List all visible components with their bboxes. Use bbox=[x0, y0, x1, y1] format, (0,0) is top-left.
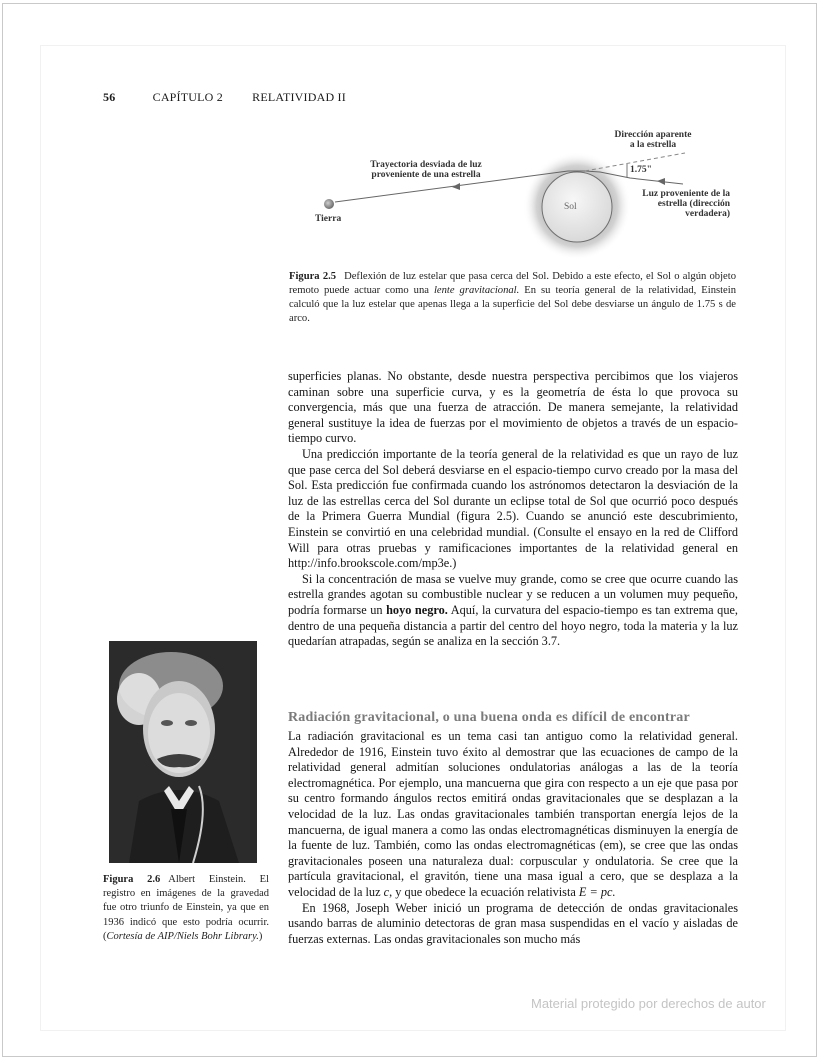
running-head bbox=[103, 90, 346, 105]
label-apparent-direction: Dirección aparente a la estrella bbox=[614, 130, 692, 150]
figure-label: Figura 2.6 bbox=[103, 874, 161, 885]
chapter-title: RELATIVIDAD II bbox=[252, 90, 346, 104]
section-heading: Radiación gravitacional, o una buena onda es difícil de encontrar bbox=[288, 710, 690, 725]
einstein-photo bbox=[109, 641, 257, 863]
paragraph: En 1968, Joseph Weber inició un programa de detección de ondas gravitacionales usando barras de aluminio detectoras de gran masa suspendidas en el vacío y aisladas de fuerzas externas. Las ondas gravitacionales son mucho más bbox=[288, 900, 738, 946]
chapter-label: CAPÍTULO 2 bbox=[152, 90, 223, 104]
equation: E = pc. bbox=[578, 884, 616, 899]
italic-term: lente gravitacional. bbox=[433, 285, 520, 296]
label-true-direction: Luz proveniente de la estrella (dirección verdadera) bbox=[642, 189, 730, 219]
body-text bbox=[288, 369, 738, 650]
paragraph: Si la concentración de masa se vuelve muy grande, como se cree que ocurre cuando las estrella grandes agotan su combustible nuclear y se reducen a un volumen muy pequeño, podría formarse un hoyo negro. Aquí, la curvatura del espacio-tiempo es tan extrema que, dentro de una pequeña distancia a partir del centro del hoyo negro, toda la materia y la luz quedarían atrapadas, según se analiza en la sección 3.7. bbox=[288, 571, 738, 649]
earth-icon bbox=[324, 199, 334, 209]
figure-2-5-diagram bbox=[300, 120, 740, 270]
label-angle: 1.75" bbox=[630, 165, 652, 175]
figure-2-5-caption: Figura 2.5 Deflexión de luz estelar que pasa cerca del Sol. Debido a este efecto, el Sol o algún objeto remoto puede actuar como una lente gravitacional. En su teoría general de la relatividad, Einstein calculó que la luz estelar que apenas llega a la superficie del Sol debe desviarse un ángulo de 1.75 s de arco. bbox=[289, 271, 736, 324]
key-term: hoyo negro. bbox=[386, 602, 448, 617]
copyright-watermark: Material protegido por derechos de autor bbox=[531, 996, 766, 1011]
paragraph: La radiación gravitacional es un tema casi tan antiguo como la relatividad general. Alrededor de 1916, Einstein tuvo éxito al demostrar que las ecuaciones de campo de la relatividad general admitían soluciones ondulatorias análogas a las de la teoría electromagnética. Por ejemplo, una mancuerna que gira con respecto a un eje que pasa por su centro formando ángulos rectos emitirá ondas gravitacionales que se desplazan a la velocidad de la luz. Las ondas gravitacionales también transportan energía lejos de la mancuerna, de igual manera a como las ondas electromagnéticas disminuyen la energía de la fuente de luz. También, como las ondas electromagnéticas (em), se cree que las ondas gravitacionales poseen una naturaleza dual: corpuscular y ondulatoria. Se cree que la partícula gravitacional, el gravitón, tiene una masa igual a cero, que se desplaza a la velocidad de la luz c, y que obedece la ecuación relativista E = pc. bbox=[288, 729, 738, 899]
paragraph: superficies planas. No obstante, desde nuestra perspectiva percibimos que los viajeros caminan sobre una superficie curva, y es la geometría de ésta lo que provoca su convergencia, más que una fuerza de atracción. De manera semejante, la relatividad general sustituye la idea de fuerzas por el movimiento de objetos a través de un espacio-tiempo curvo. bbox=[288, 369, 738, 446]
label-deflected-path: Trayectoria desviada de luz proveniente de una estrella bbox=[370, 160, 482, 180]
paragraph: Una predicción importante de la teoría general de la relatividad es que un rayo de luz que pase cerca del Sol deberá desviarse en el espacio-tiempo curvo creado por la masa del Sol. Esta predicción fue confirmada cuando los astrónomos detectaron la desviación de la luz de las estrellas cerca del Sol durante un eclipse total de Sol que ocurrió poco después de la Primera Guerra Mundial (figura 2.5). Cuando se anunció este descubrimiento, Einstein se convirtió en una celebridad mundial. (Consulte el ensayo en la red de Clifford Will para otras pruebas y ramificaciones importantes de la relatividad general en http://info.brookscole.com/mp3e.) bbox=[288, 446, 738, 571]
figure-label: Figura 2.5 bbox=[289, 271, 337, 282]
page-number: 56 bbox=[103, 90, 116, 104]
label-earth: Tierra bbox=[315, 214, 342, 224]
section-text bbox=[288, 729, 738, 947]
photo-credit: Cortesía de AIP/Niels Bohr Library. bbox=[106, 930, 259, 942]
figure-2-6-caption: Figura 2.6 Albert Einstein. El registro en imágenes de la gravedad fue otro triunfo de Einstein, ya que en 1936 indicó que esto podría ocurrir. (Cortesía de AIP/Niels Bohr Library.) bbox=[103, 874, 269, 942]
sun-icon bbox=[542, 172, 612, 242]
label-sun: Sol bbox=[564, 202, 577, 212]
